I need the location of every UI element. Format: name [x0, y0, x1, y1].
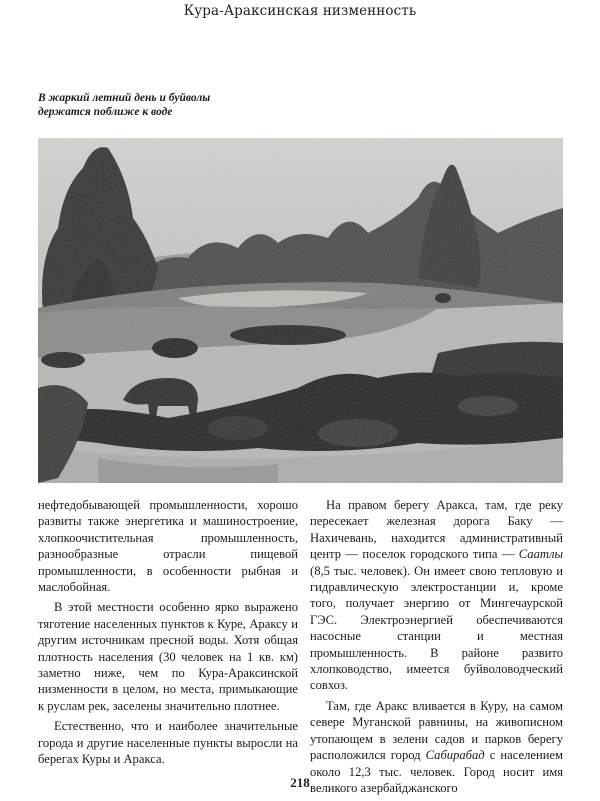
paragraph-text: На правом берегу Аракса, там, где реку пересекает железная дорога Баку — Нахичевань, находится административный центр — поселок городского типа —: [310, 498, 563, 562]
figure-caption: [38, 92, 210, 119]
text-column-right: [310, 497, 563, 796]
paragraph: [310, 497, 563, 694]
caption-line: держатся поближе к воде: [38, 105, 173, 118]
paragraph-text: с населением около 12,3 тыс. человек. Город носит имя великого азербайджанского: [310, 748, 564, 795]
paragraph-text: Там, где Аракс вливается в Куру, на самом севере Муганской равнины, на живописном утопающем в зелени садов и парков берегу расположился город: [310, 698, 563, 763]
text-column-left: [38, 497, 298, 768]
paragraph: нефтедобывающей промышленности, хорошо развиты также энергетика и машиностроение, хлопкоочистительная промышленность, разнообразные отрасли пищевой промышленности, в особенности рыбная и маслобойная.: [38, 498, 298, 595]
place-name-saatly: Саатлы: [518, 547, 563, 562]
caption-line: В жаркий летний день и буйволы: [38, 92, 211, 104]
paragraph: Естественно, что и наиболее значительные города и другие населенные пункты выросли на берегах Куры и Аракса.: [38, 719, 298, 767]
place-name-sabirabad: Сабирабад: [425, 748, 485, 763]
photo-illustration: [38, 138, 563, 483]
paragraph-text: (8,5 тыс. человек). Он имеет свою тепловую и гидравлическую электростанции и, кроме того, получает энергию от Мингечаурской ГЭС. Электроэнергией обеспечиваются насосные станции и местная промышленность. В районе развито хлопководство, имеется буйволоводческий совхоз.: [310, 563, 563, 693]
page-number: 218: [290, 775, 310, 790]
buffalo-river-photo: [38, 138, 563, 483]
paragraph: В этой местности особенно ярко выражено тяготение населенных пунктов к Куре, Араксу и другим источникам пресной воды. Хотя общая плотность населения (30 человек на 1 кв. км) заметно ниже, чем по Кура-Араксинской низменности в целом, но места, примыкающие к руслам рек, заселены значительно плотнее.: [38, 600, 298, 713]
running-head: Кура-Араксинская низменность: [183, 3, 417, 19]
